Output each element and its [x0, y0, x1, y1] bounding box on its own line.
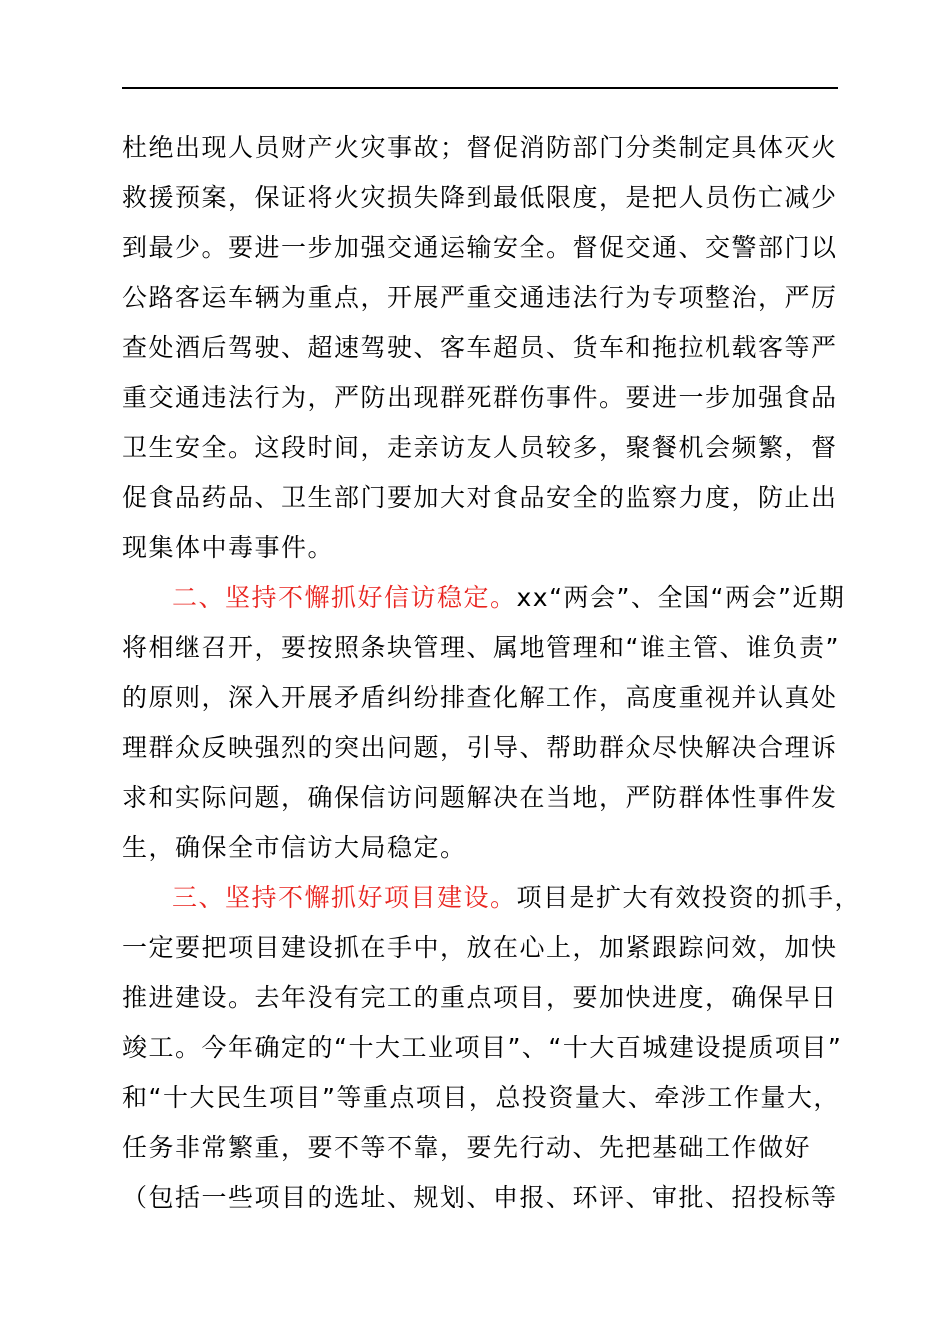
text-line: 的原则，深入开展矛盾纠纷排查化解工作，高度重视并认真处 — [122, 683, 838, 712]
text-line: 杜绝出现人员财产火灾事故；督促消防部门分类制定具体灭火 — [122, 133, 838, 162]
document-body — [122, 123, 862, 1223]
text-line-first — [122, 573, 846, 623]
section-heading-3: 三、坚持不懈抓好项目建设。 — [172, 883, 517, 912]
text-line: 重交通违法行为，严防出现群死群伤事件。要进一步加强食品 — [122, 383, 838, 412]
text-line: 公路客运车辆为重点，开展严重交通违法行为专项整治，严厉 — [122, 283, 838, 312]
paragraph-petition-stability — [122, 573, 846, 873]
section-heading-2: 二、坚持不懈抓好信访稳定。 — [172, 583, 517, 612]
text-line: 现集体中毒事件。 — [122, 533, 335, 562]
text-line: 促食品药品、卫生部门要加大对食品安全的监察力度，防止出 — [122, 483, 838, 512]
header-rule — [122, 87, 838, 89]
text-line: （包括一些项目的选址、规划、申报、环评、审批、招投标等 — [122, 1183, 838, 1212]
heading-continuation: 项目是扩大有效投资的抓手， — [516, 883, 862, 912]
text-line: 一定要把项目建设抓在手中，放在心上，加紧跟踪问效，加快 — [122, 933, 838, 962]
text-line: 将相继召开，要按照条块管理、属地管理和“谁主管、谁负责” — [122, 633, 840, 662]
text-line-first — [122, 873, 862, 923]
text-line: 查处酒后驾驶、超速驾驶、客车超员、货车和拖拉机载客等严 — [122, 333, 838, 362]
text-line: 竣工。今年确定的“十大工业项目”、“十大百城建设提质项目” — [122, 1033, 843, 1062]
heading-continuation: xx“两会”、全国“两会”近期 — [516, 583, 846, 612]
text-line: 理群众反映强烈的突出问题，引导、帮助群众尽快解决合理诉 — [122, 733, 838, 762]
text-line: 卫生安全。这段时间，走亲访友人员较多，聚餐机会频繁，督 — [122, 433, 838, 462]
text-line: 救援预案，保证将火灾损失降到最低限度，是把人员伤亡减少 — [122, 183, 838, 212]
text-line: 推进建设。去年没有完工的重点项目，要加快进度，确保早日 — [122, 983, 838, 1012]
text-line: 和“十大民生项目”等重点项目，总投资量大、牵涉工作量大， — [122, 1083, 840, 1112]
text-line: 任务非常繁重，要不等不靠，要先行动、先把基础工作做好 — [122, 1133, 812, 1162]
paragraph-project-construction — [122, 873, 862, 1223]
text-line: 求和实际问题，确保信访问题解决在当地，严防群体性事件发 — [122, 783, 838, 812]
text-line: 生，确保全市信访大局稳定。 — [122, 833, 467, 862]
text-line: 到最少。要进一步加强交通运输安全。督促交通、交警部门以 — [122, 233, 838, 262]
paragraph-fire-traffic-food-safety — [122, 123, 838, 573]
